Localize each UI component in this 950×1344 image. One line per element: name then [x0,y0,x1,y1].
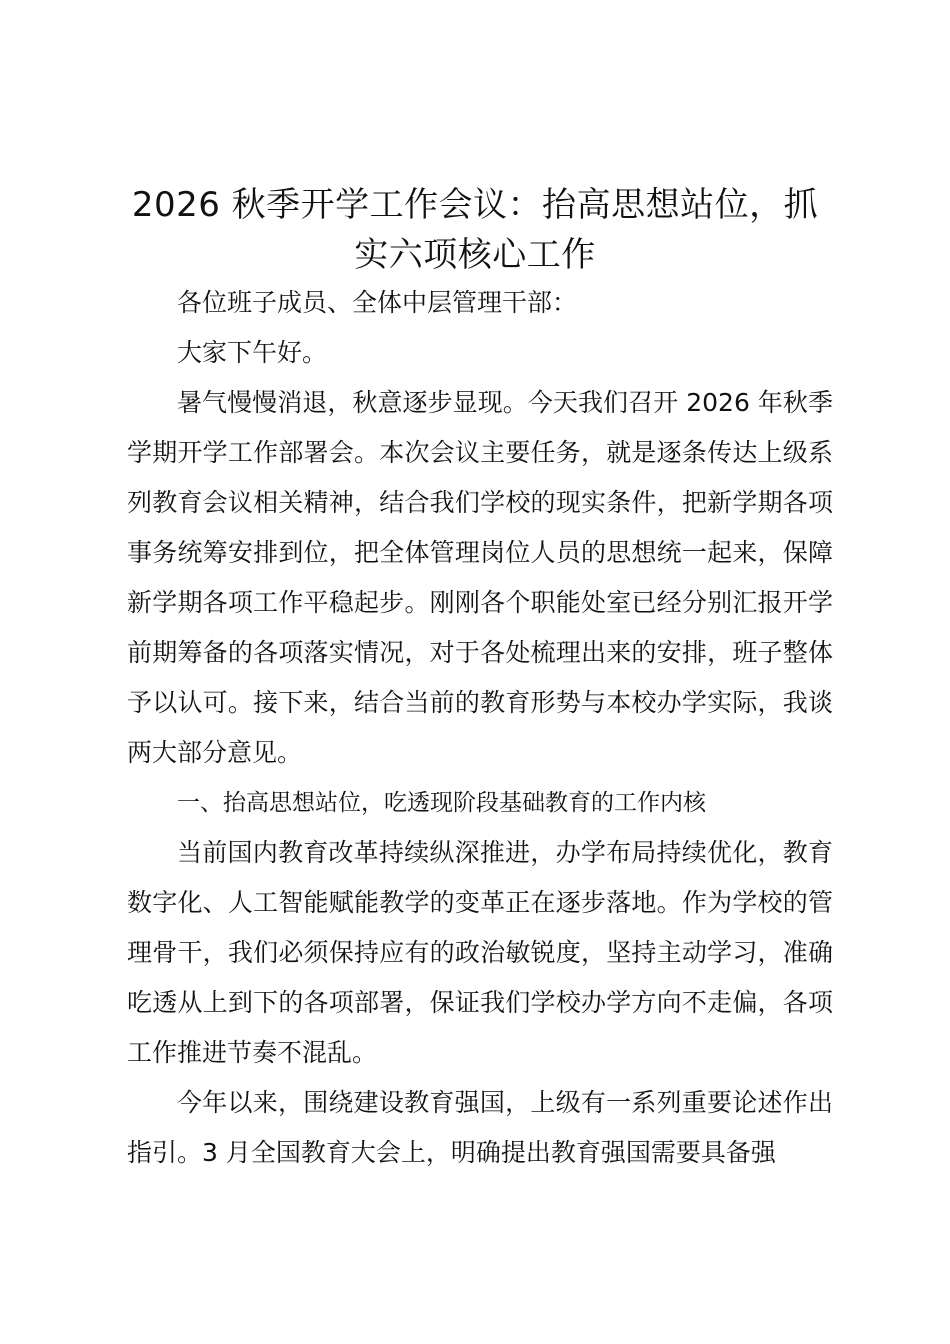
salutation: 各位班子成员、全体中层管理干部： [177,288,578,317]
greeting: 大家下午好。 [177,338,328,367]
intro-paragraph: 暑气慢慢消退，秋意逐步显现。今天我们召开 2026 年秋季学期开学工作部署会。本次会议主要任务，就是逐条传达上级系列教育会议相关精神，结合我们学校的现实条件，把新学期各项事务统筹安排到位，把全体管理岗位人员的思想统一起来，保障新学期各项工作平稳起步。刚刚各个职能处室已经分别汇报开学前期筹备的各项落实情况，对于各处梳理出来的安排，班子整体予以认可。接下来，结合当前的教育形势与本校办学实际，我谈两大部分意见。 [127,388,833,767]
body-paragraph: 今年以来，围绕建设教育强国，上级有一系列重要论述作出指引。3 月全国教育大会上，明确提出教育强国需要具备强 [127,1088,833,1167]
document-body [127,278,833,1178]
section-heading-1: 一、抬高思想站位，吃透现阶段基础教育的工作内核 [177,790,706,816]
document-title: 2026 秋季开学工作会议：抬高思想站位，抓实六项核心工作 [131,185,819,275]
body-paragraph: 当前国内教育改革持续纵深推进，办学布局持续优化，教育数字化、人工智能赋能教学的变革正在逐步落地。作为学校的管理骨干，我们必须保持应有的政治敏锐度，坚持主动学习，准确吃透从上到下的各项部署，保证我们学校办学方向不走偏，各项工作推进节奏不混乱。 [127,838,833,1067]
